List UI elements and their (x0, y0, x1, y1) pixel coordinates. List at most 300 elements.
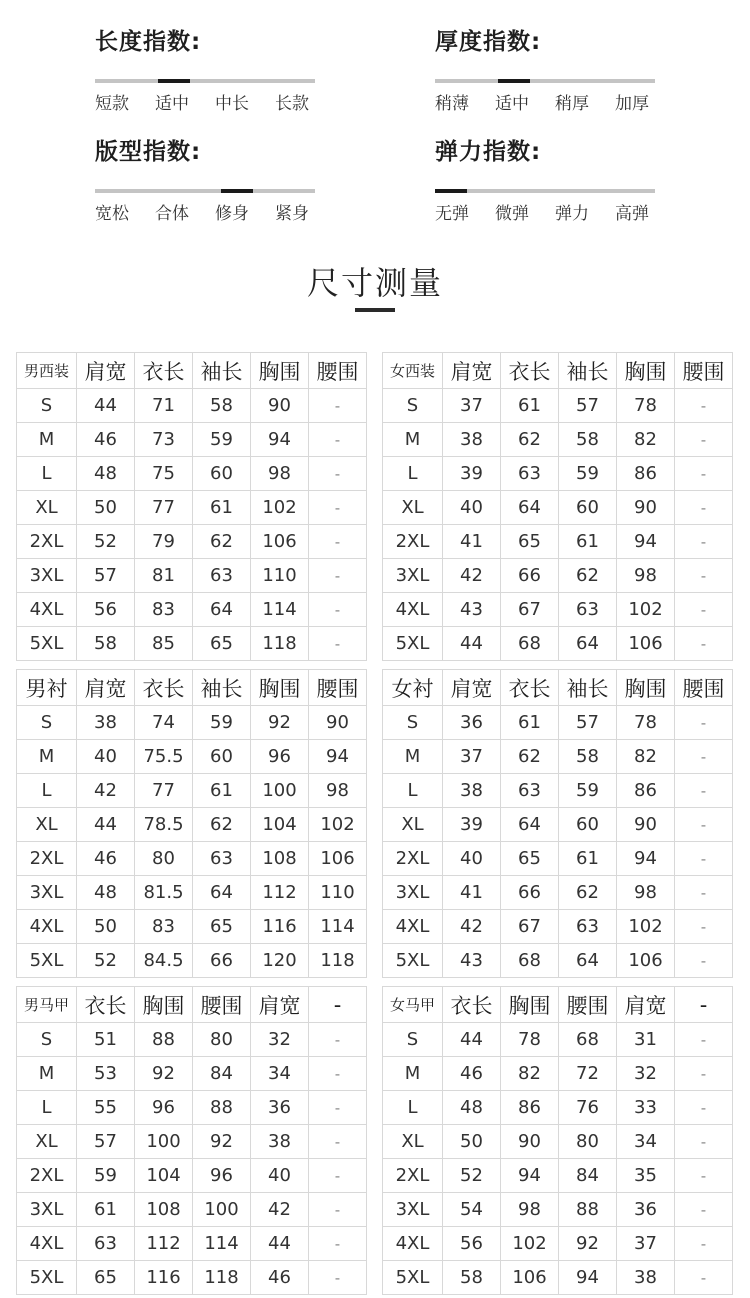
column-header: 腰围 (193, 987, 251, 1023)
measure-cell: 44 (77, 389, 135, 423)
column-header: 腰围 (675, 670, 733, 706)
measure-cell: 90 (251, 389, 309, 423)
measure-cell: 67 (501, 910, 559, 944)
measure-cell: - (309, 1227, 367, 1261)
measure-cell: 86 (501, 1091, 559, 1125)
measure-cell: 39 (443, 457, 501, 491)
column-header: 肩宽 (443, 670, 501, 706)
table-corner-label: 女衬 (383, 670, 443, 706)
measure-cell: 46 (77, 842, 135, 876)
measure-cell: - (675, 1125, 733, 1159)
measure-cell: 98 (501, 1193, 559, 1227)
table-row (383, 706, 733, 740)
measure-cell: 116 (251, 910, 309, 944)
table-row (383, 525, 733, 559)
size-label: 5XL (383, 1261, 443, 1295)
measure-cell: 64 (501, 491, 559, 525)
measure-cell: 110 (251, 559, 309, 593)
measure-cell: 65 (501, 525, 559, 559)
measure-cell: 90 (617, 808, 675, 842)
size-label: 2XL (383, 842, 443, 876)
measure-cell: 50 (77, 491, 135, 525)
measure-cell: 64 (193, 593, 251, 627)
measure-cell: 100 (193, 1193, 251, 1227)
measure-cell: 58 (77, 627, 135, 661)
measure-cell: 42 (443, 910, 501, 944)
measure-cell: - (309, 1193, 367, 1227)
table-row (17, 1091, 367, 1125)
measure-cell: 78 (501, 1023, 559, 1057)
measure-cell: 63 (559, 910, 617, 944)
size-label: 5XL (383, 627, 443, 661)
size-label: S (383, 706, 443, 740)
measure-cell: 106 (617, 944, 675, 978)
measure-cell: - (675, 842, 733, 876)
length-index-title: 长度指数: (95, 29, 202, 55)
table-row (383, 774, 733, 808)
measure-cell: 64 (559, 627, 617, 661)
size-label: L (383, 457, 443, 491)
measure-cell: 60 (193, 740, 251, 774)
measure-cell: 94 (617, 842, 675, 876)
measure-cell: 44 (251, 1227, 309, 1261)
measure-cell: - (675, 491, 733, 525)
measure-cell: 60 (193, 457, 251, 491)
index-label: 宽松 (95, 204, 129, 224)
measure-cell: 65 (193, 627, 251, 661)
measure-cell: 36 (251, 1091, 309, 1125)
measure-cell: 82 (617, 740, 675, 774)
measure-cell: 61 (77, 1193, 135, 1227)
measure-cell: 42 (251, 1193, 309, 1227)
table-row (383, 1023, 733, 1057)
measure-cell: 90 (309, 706, 367, 740)
index-label: 紧身 (275, 204, 309, 224)
measure-cell: 56 (443, 1227, 501, 1261)
table-row (17, 910, 367, 944)
measure-cell: 53 (77, 1057, 135, 1091)
measure-cell: - (675, 593, 733, 627)
measure-cell: 83 (135, 910, 193, 944)
measure-cell: 37 (617, 1227, 675, 1261)
size-label: 2XL (17, 842, 77, 876)
measure-cell: 80 (135, 842, 193, 876)
measure-cell: 73 (135, 423, 193, 457)
size-label: L (383, 1091, 443, 1125)
table-row (383, 842, 733, 876)
measure-cell: 38 (77, 706, 135, 740)
index-label: 无弹 (435, 204, 469, 224)
table-row (17, 876, 367, 910)
measure-cell: 32 (251, 1023, 309, 1057)
column-header: 肩宽 (77, 353, 135, 389)
measure-cell: 75.5 (135, 740, 193, 774)
column-header: 袖长 (559, 670, 617, 706)
measure-cell: 40 (443, 491, 501, 525)
measure-cell: - (309, 457, 367, 491)
table-row (383, 1261, 733, 1295)
measure-cell: - (675, 389, 733, 423)
table-row (17, 1159, 367, 1193)
index-label: 稍薄 (435, 94, 469, 114)
measure-cell: 40 (251, 1159, 309, 1193)
measure-cell: 57 (77, 1125, 135, 1159)
measure-cell: 33 (617, 1091, 675, 1125)
table-row (17, 1057, 367, 1091)
measure-cell: 58 (559, 740, 617, 774)
table-row (17, 1261, 367, 1295)
measure-cell: 85 (135, 627, 193, 661)
table-corner-label: 男衬 (17, 670, 77, 706)
size-label: M (17, 1057, 77, 1091)
measure-cell: 42 (77, 774, 135, 808)
measure-cell: 62 (559, 876, 617, 910)
measure-cell: 74 (135, 706, 193, 740)
elasticity-index-labels (435, 199, 675, 224)
measure-cell: 64 (559, 944, 617, 978)
length-index (95, 27, 325, 114)
size-label: M (383, 423, 443, 457)
measure-cell: 80 (193, 1023, 251, 1057)
measure-cell: 96 (135, 1091, 193, 1125)
measure-cell: 78 (617, 389, 675, 423)
measure-cell: 68 (559, 1023, 617, 1057)
measure-cell: 76 (559, 1091, 617, 1125)
measure-cell: 68 (501, 627, 559, 661)
table-row (17, 525, 367, 559)
size-label: M (383, 1057, 443, 1091)
thickness-index-title: 厚度指数: (435, 29, 542, 55)
measure-cell: 51 (77, 1023, 135, 1057)
measure-cell: 102 (501, 1227, 559, 1261)
measure-cell: - (675, 910, 733, 944)
measure-cell: - (675, 740, 733, 774)
measure-cell: - (675, 1261, 733, 1295)
table-row (17, 389, 367, 423)
measure-cell: 59 (559, 774, 617, 808)
size-label: S (383, 1023, 443, 1057)
size-label: L (383, 774, 443, 808)
size-label: 5XL (383, 944, 443, 978)
measure-cell: 38 (617, 1261, 675, 1295)
table-corner-label: 男马甲 (17, 987, 77, 1023)
column-header: 衣长 (501, 353, 559, 389)
size-label: 5XL (17, 627, 77, 661)
measure-cell: 48 (443, 1091, 501, 1125)
size-label: S (17, 706, 77, 740)
measure-cell: 114 (251, 593, 309, 627)
measure-cell: 92 (559, 1227, 617, 1261)
measure-cell: 84 (193, 1057, 251, 1091)
elasticity-index-bar (435, 189, 655, 193)
index-label: 高弹 (615, 204, 649, 224)
measure-cell: 44 (443, 1023, 501, 1057)
fit-index-marker (221, 189, 253, 193)
column-header: 袖长 (193, 670, 251, 706)
measure-cell: 106 (309, 842, 367, 876)
measure-cell: 58 (193, 389, 251, 423)
measure-cell: - (675, 774, 733, 808)
table-header-row (383, 353, 733, 389)
size-label: 3XL (383, 876, 443, 910)
measure-cell: 65 (501, 842, 559, 876)
measure-cell: 84 (559, 1159, 617, 1193)
measure-cell: 106 (501, 1261, 559, 1295)
measure-cell: 59 (193, 423, 251, 457)
measure-cell: - (675, 1159, 733, 1193)
measure-cell: 31 (617, 1023, 675, 1057)
elasticity-index (435, 137, 665, 224)
measure-cell: 102 (617, 910, 675, 944)
measure-cell: 116 (135, 1261, 193, 1295)
table-row (383, 1193, 733, 1227)
measure-cell: 63 (501, 774, 559, 808)
elasticity-index-marker (435, 189, 467, 193)
measure-cell: 78.5 (135, 808, 193, 842)
index-label: 长款 (275, 94, 309, 114)
measure-cell: 81.5 (135, 876, 193, 910)
measure-cell: 120 (251, 944, 309, 978)
table-row (383, 1091, 733, 1125)
table-row (17, 1023, 367, 1057)
table-row (17, 944, 367, 978)
size-label: 4XL (17, 1227, 77, 1261)
measure-cell: 61 (193, 774, 251, 808)
measure-cell: 114 (309, 910, 367, 944)
measure-cell: 68 (501, 944, 559, 978)
table-row (383, 491, 733, 525)
table-corner-label: 男西装 (17, 353, 77, 389)
measure-cell: 60 (559, 491, 617, 525)
thickness-index (435, 27, 665, 114)
measure-cell: 71 (135, 389, 193, 423)
measure-cell: 98 (617, 876, 675, 910)
thickness-index-marker (498, 79, 530, 83)
table-row (17, 1125, 367, 1159)
measure-cell: 112 (251, 876, 309, 910)
measure-cell: 46 (443, 1057, 501, 1091)
size-label: 3XL (17, 876, 77, 910)
table-row (383, 627, 733, 661)
index-label: 适中 (155, 94, 189, 114)
measure-cell: 36 (443, 706, 501, 740)
measure-cell: - (309, 1057, 367, 1091)
measure-cell: 63 (193, 559, 251, 593)
measure-cell: - (309, 627, 367, 661)
measure-cell: 67 (501, 593, 559, 627)
table-corner-label: 女马甲 (383, 987, 443, 1023)
size-label: 2XL (17, 1159, 77, 1193)
measure-cell: 104 (251, 808, 309, 842)
thickness-index-labels (435, 89, 675, 114)
size-label: 3XL (17, 1193, 77, 1227)
measure-cell: 88 (559, 1193, 617, 1227)
measure-cell: 38 (443, 774, 501, 808)
measure-cell: - (675, 1227, 733, 1261)
mens-shirt-size-table (16, 669, 367, 978)
size-label: S (17, 389, 77, 423)
table-row (17, 1227, 367, 1261)
measure-cell: - (675, 559, 733, 593)
measure-cell: 88 (135, 1023, 193, 1057)
table-header-row (17, 670, 367, 706)
measure-cell: 104 (135, 1159, 193, 1193)
size-label: XL (383, 1125, 443, 1159)
measure-cell: - (675, 457, 733, 491)
measure-cell: 46 (251, 1261, 309, 1295)
table-row (17, 740, 367, 774)
column-header: 肩宽 (77, 670, 135, 706)
index-label: 加厚 (615, 94, 649, 114)
measure-cell: 39 (443, 808, 501, 842)
measure-cell: 36 (617, 1193, 675, 1227)
measure-cell: 40 (77, 740, 135, 774)
measure-cell: 38 (443, 423, 501, 457)
table-row (383, 457, 733, 491)
measure-cell: 62 (501, 423, 559, 457)
table-row (383, 389, 733, 423)
measure-cell: 57 (77, 559, 135, 593)
measure-cell: 92 (193, 1125, 251, 1159)
table-row (383, 593, 733, 627)
womens-suit-size-table (382, 352, 733, 661)
size-label: XL (17, 808, 77, 842)
measure-cell: 63 (193, 842, 251, 876)
column-header: 腰围 (309, 670, 367, 706)
column-header: 衣长 (77, 987, 135, 1023)
table-row (383, 1227, 733, 1261)
index-label: 适中 (495, 94, 529, 114)
measure-cell: 102 (309, 808, 367, 842)
table-row (383, 740, 733, 774)
measure-cell: - (309, 1159, 367, 1193)
table-header-row (383, 987, 733, 1023)
length-index-marker (158, 79, 190, 83)
measure-cell: 64 (501, 808, 559, 842)
measure-cell: 64 (193, 876, 251, 910)
fit-index-labels (95, 199, 335, 224)
measure-cell: 79 (135, 525, 193, 559)
measure-cell: 40 (443, 842, 501, 876)
column-header: 胸围 (135, 987, 193, 1023)
size-label: 3XL (17, 559, 77, 593)
measure-cell: 63 (501, 457, 559, 491)
column-header: 腰围 (559, 987, 617, 1023)
measure-cell: - (675, 1023, 733, 1057)
thickness-index-bar (435, 79, 655, 83)
measure-cell: 92 (135, 1057, 193, 1091)
measure-cell: 94 (309, 740, 367, 774)
womens-shirt-size-table (382, 669, 733, 978)
measure-cell: 41 (443, 876, 501, 910)
size-label: XL (383, 491, 443, 525)
measure-cell: 118 (193, 1261, 251, 1295)
column-header: - (675, 987, 733, 1023)
measure-cell: - (675, 706, 733, 740)
measure-cell: 82 (617, 423, 675, 457)
table-row (383, 1159, 733, 1193)
measure-cell: 50 (443, 1125, 501, 1159)
measure-cell: 81 (135, 559, 193, 593)
size-label: 5XL (17, 1261, 77, 1295)
measure-cell: 94 (617, 525, 675, 559)
index-label: 短款 (95, 94, 129, 114)
column-header: 肩宽 (617, 987, 675, 1023)
measure-cell: 98 (617, 559, 675, 593)
measure-cell: 58 (559, 423, 617, 457)
measure-cell: 60 (559, 808, 617, 842)
measure-cell: 58 (443, 1261, 501, 1295)
measure-cell: 54 (443, 1193, 501, 1227)
measure-cell: 77 (135, 491, 193, 525)
measure-cell: - (675, 627, 733, 661)
elasticity-index-title: 弹力指数: (435, 139, 542, 165)
measure-cell: - (309, 1091, 367, 1125)
size-label: 4XL (17, 910, 77, 944)
measure-cell: 62 (559, 559, 617, 593)
measure-cell: 110 (309, 876, 367, 910)
measure-cell: 65 (77, 1261, 135, 1295)
measure-cell: 108 (135, 1193, 193, 1227)
measure-cell: 62 (193, 808, 251, 842)
measure-cell: 66 (501, 876, 559, 910)
measure-cell: - (675, 1091, 733, 1125)
measure-cell: 34 (251, 1057, 309, 1091)
measure-cell: 37 (443, 389, 501, 423)
column-header: 腰围 (309, 353, 367, 389)
measure-cell: 63 (559, 593, 617, 627)
measure-cell: 57 (559, 706, 617, 740)
measure-cell: 61 (501, 706, 559, 740)
measure-cell: 50 (77, 910, 135, 944)
size-label: 3XL (383, 559, 443, 593)
length-index-bar (95, 79, 315, 83)
size-label: 4XL (17, 593, 77, 627)
table-row (17, 808, 367, 842)
section-underline (355, 308, 395, 312)
index-label: 中长 (215, 94, 249, 114)
table-row (17, 423, 367, 457)
index-label: 稍厚 (555, 94, 589, 114)
fit-index-title: 版型指数: (95, 139, 202, 165)
table-row (17, 774, 367, 808)
measure-cell: - (309, 1125, 367, 1159)
column-header: 袖长 (559, 353, 617, 389)
measure-cell: - (675, 423, 733, 457)
column-header: 肩宽 (251, 987, 309, 1023)
table-header-row (17, 353, 367, 389)
column-header: 胸围 (251, 670, 309, 706)
table-row (17, 627, 367, 661)
column-header: 衣长 (443, 987, 501, 1023)
size-label: L (17, 774, 77, 808)
size-label: L (17, 457, 77, 491)
size-label: 2XL (17, 525, 77, 559)
measure-cell: 38 (251, 1125, 309, 1159)
measure-cell: 106 (251, 525, 309, 559)
measure-cell: 37 (443, 740, 501, 774)
measure-cell: 86 (617, 457, 675, 491)
measure-cell: 32 (617, 1057, 675, 1091)
column-header: 腰围 (675, 353, 733, 389)
measure-cell: 118 (251, 627, 309, 661)
table-row (17, 706, 367, 740)
measure-cell: 44 (443, 627, 501, 661)
measure-cell: 62 (501, 740, 559, 774)
measure-cell: 65 (193, 910, 251, 944)
column-header: 袖长 (193, 353, 251, 389)
measure-cell: 72 (559, 1057, 617, 1091)
